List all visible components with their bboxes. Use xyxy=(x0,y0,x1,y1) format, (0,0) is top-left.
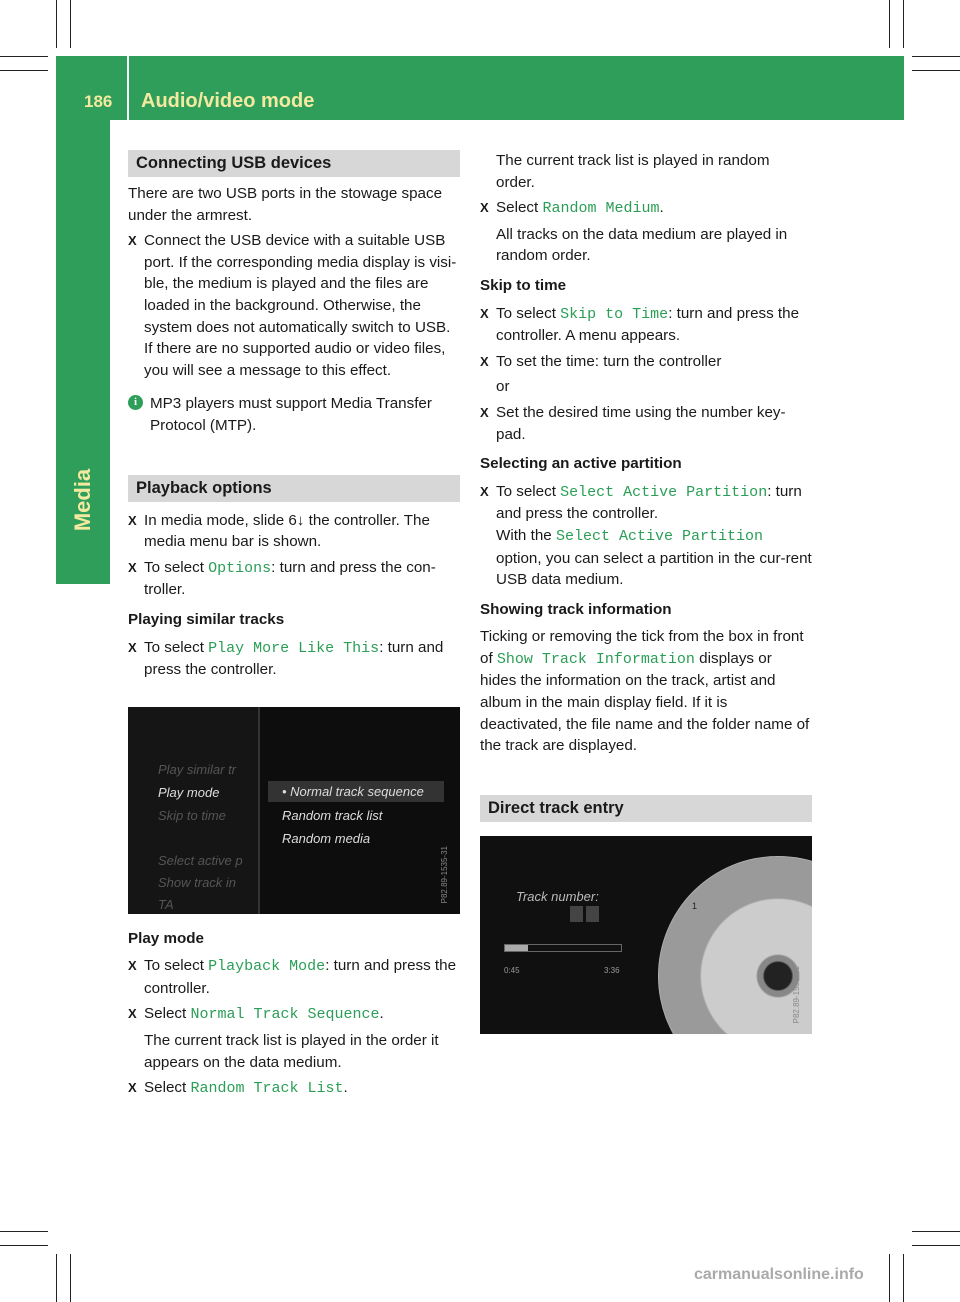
step-text: To select xyxy=(496,304,561,322)
crop-mark xyxy=(912,56,960,57)
info-icon: i xyxy=(128,395,143,410)
menu-item-options: Options xyxy=(208,559,272,577)
usb-note-text: MP3 players must support Media Transfer Protocol (MTP). xyxy=(150,395,432,434)
screen-direct-track xyxy=(480,836,812,1034)
crop-mark xyxy=(0,70,48,71)
crop-mark xyxy=(0,1231,48,1232)
screen-play-mode xyxy=(128,707,460,914)
usb-note xyxy=(128,393,460,436)
step-text: Select xyxy=(144,1079,191,1097)
menu-item-random-medium: Random Medium xyxy=(542,200,660,218)
random-medium-step xyxy=(480,197,812,220)
menu-item-random-track-list: Random Track List xyxy=(190,1080,344,1098)
step-text: To select xyxy=(144,957,209,975)
time-elapsed: 0:45 xyxy=(504,965,520,975)
usb-step: X Connect the USB device with a suitable USB port. If the corresponding media display is visi-ble, the medium is played and the files are loaded in the background. Otherwise, the system does not automatically switch to USB. If there are no supported audio or video files, you will see a message to this effect. xyxy=(128,230,460,381)
page-title: Audio/video mode xyxy=(141,90,315,112)
section-heading-playback: Playback options xyxy=(128,475,460,502)
random-medium-text: All tracks on the data medium are played in random order. xyxy=(496,225,788,265)
or-text: or xyxy=(496,378,510,396)
playmode-step-1 xyxy=(128,955,460,999)
step-text: Select xyxy=(496,199,543,217)
crop-mark xyxy=(70,0,71,48)
screen-options-list xyxy=(268,707,460,914)
watermark: carmanualsonline.info xyxy=(694,1266,864,1283)
subheading-skip: Skip to time xyxy=(480,276,567,294)
screen-menu-item: TA xyxy=(158,896,174,912)
section-heading-direct: Direct track entry xyxy=(480,795,812,822)
screen-menu-item: Show track in xyxy=(158,874,237,890)
menu-item-skip-to-time: Skip to Time xyxy=(560,305,669,323)
crop-mark xyxy=(889,1254,890,1302)
screen-menu-list xyxy=(128,707,260,914)
partition-step xyxy=(480,481,812,591)
usb-intro: There are two USB ports in the stowage space under the armrest. xyxy=(128,185,443,224)
crop-mark xyxy=(889,0,890,48)
step-text: Select xyxy=(144,1005,191,1023)
menu-item-select-active-partition: Select Active Partition xyxy=(555,527,763,545)
step-text: : turn and press the controller. xyxy=(144,638,444,679)
screen-menu-item: Skip to time xyxy=(158,807,226,823)
step-text: To select xyxy=(144,638,209,656)
screen-menu-item: Select active p xyxy=(158,852,243,868)
subheading-similar: Playing similar tracks xyxy=(128,610,285,628)
step-text: To select xyxy=(496,482,561,500)
subheading-partition: Selecting an active partition xyxy=(480,455,682,473)
menu-item-select-active-partition: Select Active Partition xyxy=(560,483,768,501)
image-code: P82.89-1591-31 xyxy=(792,966,802,1024)
image-code: P82.89-1535-31 xyxy=(440,846,450,904)
progress-fill xyxy=(505,945,528,951)
progress-bar xyxy=(504,944,622,952)
step-text: : turn and press the con-troller. xyxy=(144,558,436,599)
crop-mark xyxy=(56,1254,57,1302)
playmode-step-2 xyxy=(128,1003,460,1026)
playback-step-2 xyxy=(128,557,460,601)
step-text: option, you can select a partition in the cur-rent USB data medium. xyxy=(496,549,812,589)
step-text: : turn and press the controller. A menu appears. xyxy=(496,304,800,345)
screen-option: Random media xyxy=(282,830,371,846)
show-track-text xyxy=(480,626,812,757)
skip-step-1 xyxy=(480,303,812,347)
random-text: The current track list is played in random order. xyxy=(496,152,770,191)
screen-option: Random track list xyxy=(282,807,383,823)
crop-mark xyxy=(903,0,904,48)
track-marker: 1 xyxy=(692,900,698,911)
similar-step xyxy=(128,637,460,681)
playback-step-1: X In media mode, slide 6↓ the controller. The media menu bar is shown. xyxy=(128,510,460,553)
screen-menu-item: Play similar tr xyxy=(158,761,237,777)
subheading-show-track: Showing track information xyxy=(480,600,672,618)
crop-mark xyxy=(903,1254,904,1302)
playmode-text: The current track list is played in the order it appears on the data medium. xyxy=(144,1032,439,1071)
time-total: 3:36 xyxy=(604,965,620,975)
playmode-step-3 xyxy=(128,1077,460,1100)
digit-box xyxy=(586,906,599,922)
body-text: Ticking or removing the tick from the box in front of xyxy=(480,628,804,667)
step-text: : turn and press the controller. xyxy=(496,482,802,523)
step-text: With the xyxy=(496,526,556,544)
subheading-play-mode: Play mode xyxy=(128,929,204,947)
section-heading-usb: Connecting USB devices xyxy=(128,150,460,177)
screen-option: • Normal track sequence xyxy=(268,781,444,803)
left-column xyxy=(128,150,460,1104)
menu-item-playback-mode: Playback Mode xyxy=(208,958,326,976)
skip-step-2: X To set the time: turn the controller xyxy=(480,351,812,373)
right-column xyxy=(480,150,812,1034)
menu-item-show-track-information: Show Track Information xyxy=(496,650,695,668)
side-tab-label: Media xyxy=(70,468,95,532)
body-text: displays or hides the information on the track, artist and album in the main display field. If it is deactivated, the file name and the folder name of the track are displayed. xyxy=(480,649,810,755)
crop-mark xyxy=(0,56,48,57)
crop-mark xyxy=(912,70,960,71)
crop-mark xyxy=(70,1254,71,1302)
crop-mark xyxy=(0,1245,48,1246)
step-text: . xyxy=(379,1005,384,1023)
crop-mark xyxy=(56,0,57,48)
menu-item-play-more-like-this: Play More Like This xyxy=(208,639,380,657)
skip-step-3: X Set the desired time using the number key-pad. xyxy=(480,402,812,445)
crop-mark xyxy=(912,1231,960,1232)
step-text: To select xyxy=(144,558,209,576)
header-divider xyxy=(127,56,129,120)
step-text: . xyxy=(659,199,664,217)
digit-box xyxy=(570,906,583,922)
step-text: : turn and press the controller. xyxy=(144,957,457,997)
step-text: . xyxy=(343,1079,348,1097)
page-number: 186 xyxy=(84,92,113,111)
crop-mark xyxy=(912,1245,960,1246)
screen-menu-item: Play mode xyxy=(158,784,220,800)
track-number-label: Track number: xyxy=(516,888,599,904)
menu-item-normal-track-sequence: Normal Track Sequence xyxy=(190,1006,380,1024)
